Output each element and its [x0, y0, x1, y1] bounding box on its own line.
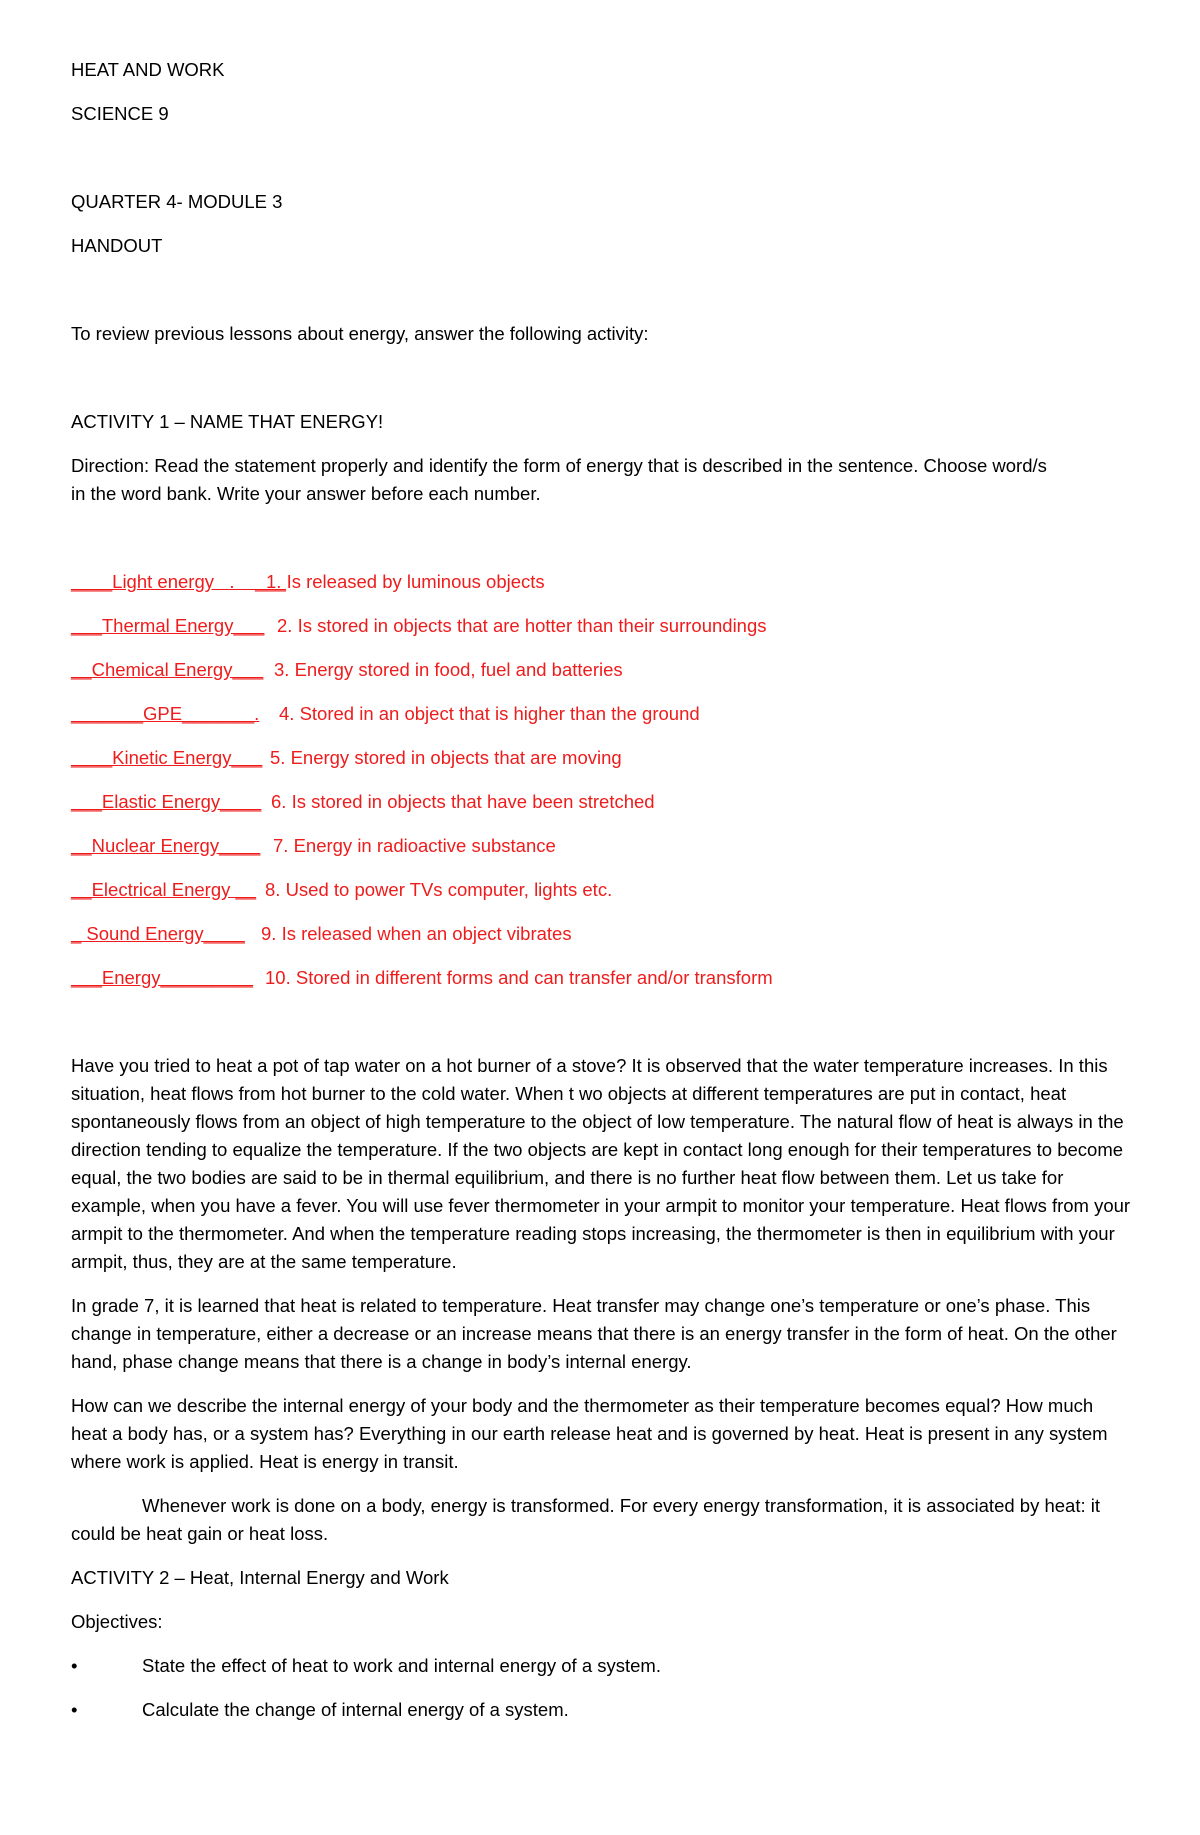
objective-item: [71, 1696, 1131, 1724]
intro-text: To review previous lessons about energy, answer the following activity:: [71, 323, 649, 344]
body-paragraph-temperature: In grade 7, it is learned that heat is related to temperature. Heat transfer may change one’s temperature or one’s phase. This change in temperature, either a decrease or an increase means that there is an energy transfer in the form of heat. On the other hand, phase change means that there is a change in body’s internal energy.: [71, 1295, 1117, 1372]
document-page: [71, 56, 1131, 1724]
answer-blank: __Chemical Energy___: [71, 659, 264, 680]
body-paragraph-work: Whenever work is done on a body, energy is transformed. For every energy transformation, it is associated by heat: it could be heat gain or heat loss.: [71, 1495, 1100, 1544]
activity1-direction-line1: Direction: Read the statement properly and identify the form of energy that is described in the sentence. Choose word/s: [71, 455, 1047, 476]
answer-item: [71, 788, 1131, 816]
bullet-icon: •: [71, 1655, 78, 1676]
answer-statement: 7. Energy in radioactive substance: [273, 835, 556, 856]
answer-item: [71, 744, 1131, 772]
answer-statement: 3. Energy stored in food, fuel and batteries: [274, 659, 623, 680]
answer-blank: ____Light energy . ___: [71, 571, 286, 592]
answer-blank: ____Kinetic Energy___: [71, 747, 263, 768]
answer-blank: ___Energy_________: [71, 967, 254, 988]
answer-blank: __Electrical Energy __: [71, 879, 257, 900]
answer-item: [71, 656, 1131, 684]
answer-blank: ___Thermal Energy___: [71, 615, 265, 636]
body-paragraph-heat-flow: Have you tried to heat a pot of tap water on a hot burner of a stove? It is observed that the water temperature increases. In this situation, heat flows from hot burner to the cold water. When t wo objects at different temperatures are put in contact, heat spontaneously flows from an object of high temperature to the object of low temperature. The natural flow of heat is always in the direction tending to equalize the temperature. If the two objects are kept in contact long enough for their temperatures to become equal, the two bodies are said to be in thermal equilibrium, and there is no further heat flow between them. Let us take for example, when you have a fever. You will use fever thermometer in your armpit to monitor your temperature. Heat flows from your armpit to the thermometer. And when the temperature reading stops increasing, the thermometer is then in equilibrium with your armpit, thus, they are at the same temperature.: [71, 1055, 1131, 1272]
answer-statement: 4. Stored in an object that is higher than the ground: [279, 703, 700, 724]
answer-item: [71, 700, 1131, 728]
answer-statement: 8. Used to power TVs computer, lights etc.: [265, 879, 613, 900]
answer-item: [71, 920, 1131, 948]
objective-text: Calculate the change of internal energy of a system.: [142, 1699, 569, 1720]
objectives-label: Objectives:: [71, 1611, 163, 1632]
handout-label: HANDOUT: [71, 235, 163, 256]
document-title: HEAT AND WORK: [71, 59, 225, 80]
answer-list: [71, 568, 1131, 992]
answer-blank: _ Sound Energy____: [71, 923, 245, 944]
answer-statement: 9. Is released when an object vibrates: [261, 923, 572, 944]
answer-statement: 2. Is stored in objects that are hotter than their surroundings: [277, 615, 767, 636]
objective-text: State the effect of heat to work and internal energy of a system.: [142, 1655, 661, 1676]
answer-statement: 1. Is released by luminous objects: [266, 571, 545, 592]
module-label: QUARTER 4- MODULE 3: [71, 191, 283, 212]
activity2-title: ACTIVITY 2 – Heat, Internal Energy and Work: [71, 1567, 449, 1588]
activity1-title: ACTIVITY 1 – NAME THAT ENERGY!: [71, 411, 384, 432]
answer-statement: 10. Stored in different forms and can transfer and/or transform: [265, 967, 773, 988]
bullet-icon: •: [71, 1699, 78, 1720]
answer-item: [71, 876, 1131, 904]
activity1-direction-line2: in the word bank. Write your answer before each number.: [71, 483, 541, 504]
objective-item: [71, 1652, 1131, 1680]
answer-item: [71, 612, 1131, 640]
body-paragraph-internal-energy: How can we describe the internal energy of your body and the thermometer as their temperature becomes equal? How much heat a body has, or a system has? Everything in our earth release heat and is governed by heat. Heat is present in any system where work is applied. Heat is energy in transit.: [71, 1395, 1108, 1472]
answer-item: [71, 568, 1131, 596]
answer-blank: _______GPE_______.: [71, 703, 260, 724]
answer-blank: ___Elastic Energy____: [71, 791, 262, 812]
answer-statement: 5. Energy stored in objects that are moving: [270, 747, 622, 768]
answer-blank: __Nuclear Energy____: [71, 835, 261, 856]
answer-item: [71, 832, 1131, 860]
answer-statement: 6. Is stored in objects that have been stretched: [271, 791, 655, 812]
subject-label: SCIENCE 9: [71, 103, 169, 124]
answer-item: [71, 964, 1131, 992]
